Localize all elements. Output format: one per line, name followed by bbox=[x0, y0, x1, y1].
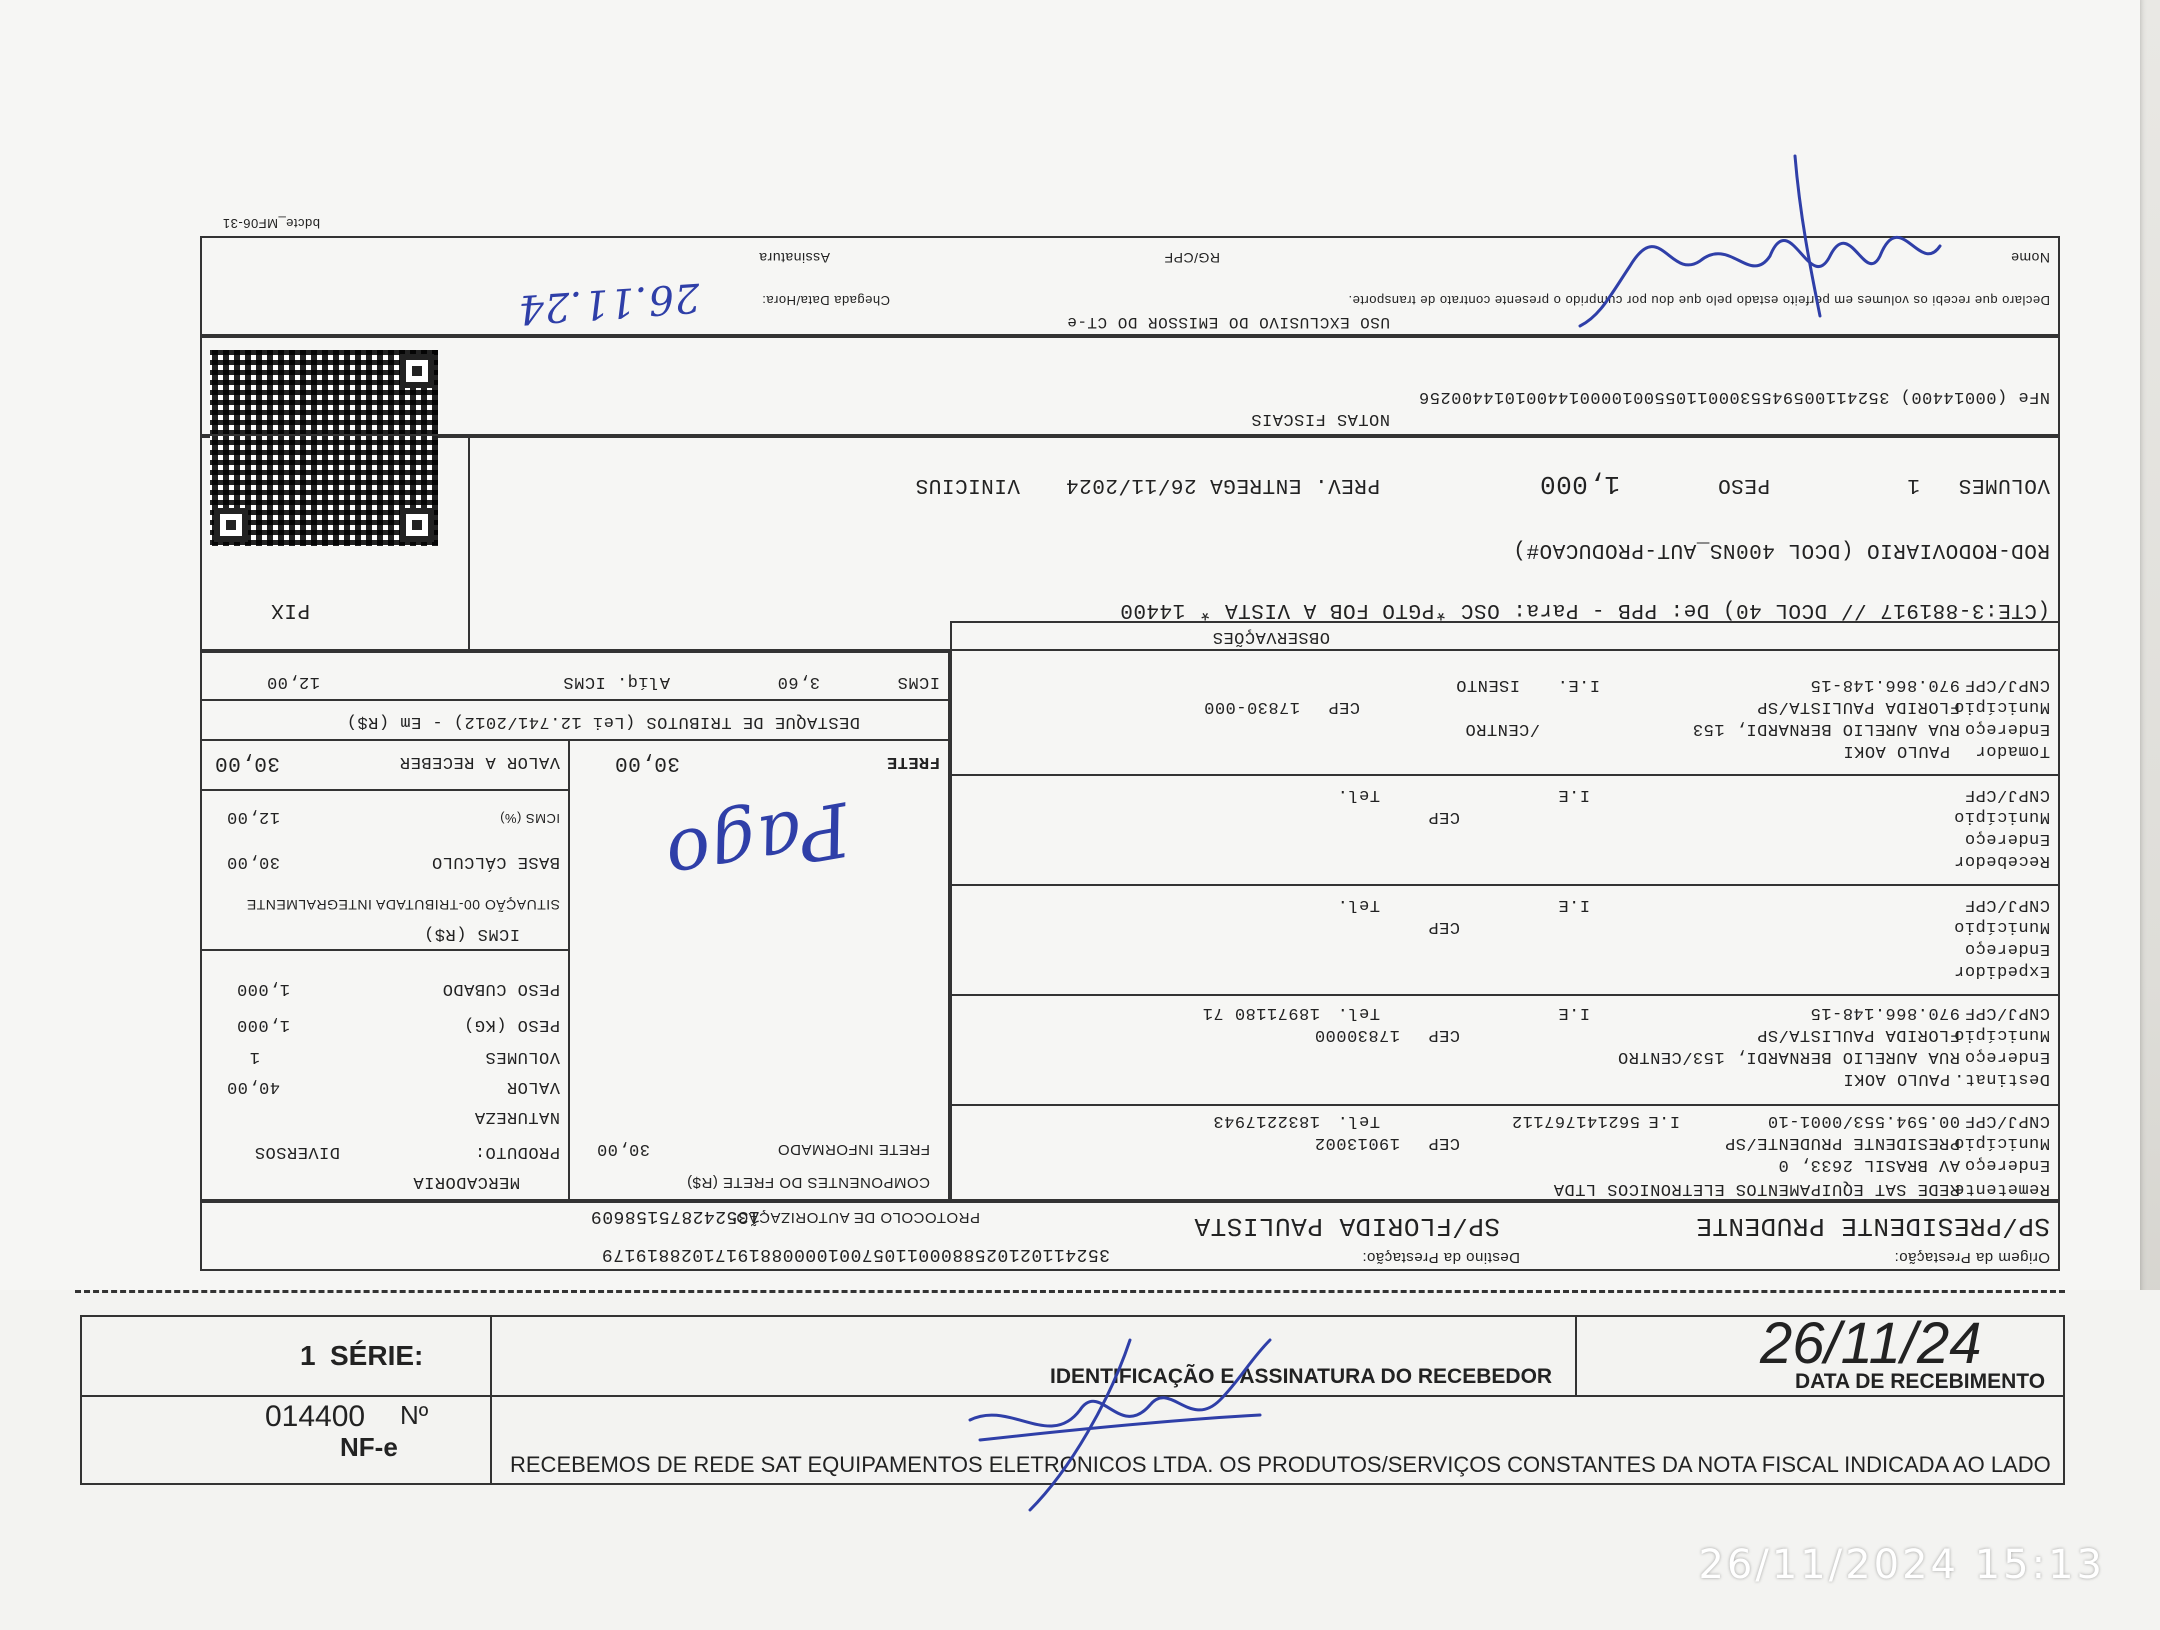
tom-cnpj: 970.866.148-15 bbox=[1810, 675, 1960, 694]
exp-cnpj-label: CNPJ/CPF bbox=[1964, 895, 2050, 914]
valor-receber-label: VALOR A RECEBER bbox=[399, 752, 560, 771]
exp-municipio-label: Município bbox=[1953, 917, 2050, 936]
aliquota-value: 12,00 bbox=[266, 672, 320, 691]
pago-handwritten: Pago bbox=[659, 784, 857, 902]
observacoes-line2: ROD-RODOVIARIO (DCOL 400NS_AUT-PRODUCAO#) bbox=[1512, 538, 2050, 561]
tom-cep-label: CEP bbox=[1327, 697, 1360, 716]
dest-cnpj: 970.866.148-15 bbox=[1810, 1003, 1960, 1022]
nfe-label: NF-e bbox=[340, 1432, 398, 1462]
rec-ie-label: I.E bbox=[1557, 785, 1590, 804]
peso-kg-value: 1,000 bbox=[236, 1015, 290, 1034]
qr-finder bbox=[400, 508, 434, 542]
rule bbox=[950, 884, 2060, 886]
tom-endereco: RUA AURELIO BERNARDI, 153 bbox=[1692, 719, 1960, 738]
rule bbox=[568, 741, 570, 1201]
pix-label: PIX bbox=[270, 598, 310, 621]
dest-ie-label: I.E bbox=[1557, 1003, 1590, 1022]
chegada-label: Chegada Data/Hora: bbox=[761, 293, 890, 308]
tom-municipio: FLORIDA PAULISTA/SP bbox=[1756, 697, 1960, 716]
cut-line bbox=[75, 1290, 2065, 1293]
destino-label: Destino da Prestação: bbox=[1361, 1249, 1520, 1266]
rem-ie-label: I.E bbox=[1647, 1111, 1680, 1130]
tom-cep: 17830-000 bbox=[1203, 697, 1300, 716]
dest-municipio: FLORIDA PAULISTA/SP bbox=[1756, 1025, 1960, 1044]
frete-informado-value: 30,00 bbox=[596, 1139, 650, 1158]
origem-value: SP/PRESIDENTE PRUDENTE bbox=[1695, 1211, 2050, 1241]
numero-label: Nº bbox=[400, 1400, 429, 1430]
uso-exclusivo-title: USO EXCLUSIVO DO EMISSOR DO CT-e bbox=[1066, 313, 1390, 331]
previsao-entrega: PREV. ENTREGA 26/11/2024 bbox=[1065, 473, 1380, 496]
rem-endereco: AV BRASIL 2633, 0 bbox=[1778, 1155, 1960, 1174]
rem-municipio: PRESIDENTE PRUDENTE/SP bbox=[1724, 1133, 1960, 1152]
declaracao-recebimento: Declaro que recebi os volumes em perfeito estado pelo que dou por cumprido o presente contrato de transporte. bbox=[1348, 293, 2050, 308]
dest-tel: 18971180 71 bbox=[1202, 1003, 1320, 1022]
remetente-label: Remetente bbox=[1953, 1179, 2050, 1198]
data-recebimento-label: DATA DE RECEBIMENTO bbox=[1795, 1370, 2046, 1393]
frete-value: 30,00 bbox=[614, 751, 680, 774]
dest-municipio-label: Município bbox=[1953, 1025, 2050, 1044]
rule bbox=[200, 699, 950, 701]
rec-municipio-label: Município bbox=[1953, 807, 2050, 826]
tom-endereco-label: Endereço bbox=[1964, 719, 2050, 738]
destinatario-value: PAULO AOKI bbox=[1842, 1069, 1950, 1088]
dest-tel-label: Tel. bbox=[1337, 1003, 1380, 1022]
rec-cnpj-label: CNPJ/CPF bbox=[1964, 785, 2050, 804]
peso-cubado-value: 1,000 bbox=[236, 979, 290, 998]
rec-tel-label: Tel. bbox=[1337, 785, 1380, 804]
situacao-tributaria: SITUAÇÃO 00-TRIBUTADA INTEGRALMENTE bbox=[246, 897, 560, 913]
rule bbox=[200, 949, 570, 951]
observacoes-line1: (CTE:3-881917 // DCOL 40) De: PPB - Para: OSC *PGTO FOB A VISTA * 14400 bbox=[1119, 598, 2050, 621]
valor-receber-value: 30,00 bbox=[214, 751, 280, 774]
rule bbox=[468, 436, 470, 651]
dest-endereco-label: Endereço bbox=[1964, 1047, 2050, 1066]
assinatura-label: Assinatura bbox=[758, 250, 830, 266]
observacoes-title: OBSERVAÇÕES bbox=[1212, 627, 1330, 646]
volumes-value: 1 bbox=[249, 1047, 260, 1066]
icms-value: 3,60 bbox=[777, 672, 820, 691]
photo-timestamp: 26/11/2024 15:13 bbox=[1698, 1542, 2105, 1588]
dest-endereco: RUA AURELIO BERNARDI, 153/CENTRO bbox=[1617, 1047, 1960, 1066]
destinatario-label: Destinat. bbox=[1953, 1069, 2050, 1088]
dest-cnpj-label: CNPJ/CPF bbox=[1964, 1003, 2050, 1022]
dacte-code: bdcte_MF06-31 bbox=[222, 216, 320, 231]
obs-volumes-label: VOLUMES bbox=[1958, 473, 2050, 496]
remetente-value: REDE SAT EQUIPAMENTOS ELETRONICOS LTDA bbox=[1553, 1179, 1960, 1198]
exp-cep-label: CEP bbox=[1427, 917, 1460, 936]
rem-cnpj: 00.594.553/0001-10 bbox=[1767, 1111, 1960, 1130]
protocolo-value: 135242875158609 bbox=[590, 1206, 760, 1226]
rem-cnpj-label: CNPJ/CPF bbox=[1964, 1111, 2050, 1130]
signature-upper bbox=[1540, 126, 1960, 356]
tom-ie: ISENTO bbox=[1455, 675, 1520, 694]
recebedor-label: Recebedor bbox=[1953, 851, 2050, 870]
rule bbox=[950, 1104, 2060, 1106]
rem-cep: 19013002 bbox=[1314, 1133, 1400, 1152]
obs-peso-value: 1,000 bbox=[1539, 469, 1620, 499]
destino-value: SP/FLORIDA PAULISTA bbox=[1194, 1211, 1500, 1241]
tom-cnpj-label: CNPJ/CPF bbox=[1964, 675, 2050, 694]
numero-value: 014400 bbox=[265, 1400, 366, 1433]
icms-label: ICMS bbox=[897, 672, 940, 691]
tom-ie-label: I.E. bbox=[1557, 675, 1600, 694]
natureza-label: NATUREZA bbox=[474, 1107, 560, 1126]
aliquota-label: Alíq. ICMS bbox=[562, 672, 670, 691]
chegada-handwritten: 26.11.24 bbox=[516, 273, 702, 333]
rem-endereco-label: Endereço bbox=[1964, 1155, 2050, 1174]
icms-rs-label: ICMS (R$) bbox=[423, 924, 520, 943]
serie-value: 1 bbox=[300, 1340, 316, 1371]
dest-cep: 17830000 bbox=[1314, 1025, 1400, 1044]
produto-value: DIVERSOS bbox=[254, 1142, 340, 1161]
tom-endereco-compl: /CENTRO bbox=[1465, 719, 1540, 738]
icms-pct-label: ICMS (%) bbox=[499, 811, 560, 826]
obs-volumes-value: 1 bbox=[1906, 473, 1920, 496]
icms-pct-value: 12,00 bbox=[226, 807, 280, 826]
destaque-tributos: DESTAQUE DE TRIBUTOS (Lei 12.741/2012) - Em (R$) bbox=[346, 712, 860, 731]
identificacao-label: IDENTIFICAÇÃO E ASSINATURA DO RECEBEDOR bbox=[1050, 1365, 1553, 1388]
nome-label: Nome bbox=[2010, 250, 2050, 266]
componentes-label: COMPONENTES DO FRETE (R$) bbox=[686, 1174, 930, 1191]
valor-label: VALOR bbox=[506, 1077, 560, 1096]
frete-informado-label: FRETE INFORMADO bbox=[777, 1141, 930, 1158]
protocolo-label: PROTOCOLO DE AUTORIZAÇÃO: bbox=[731, 1209, 980, 1226]
exp-endereco-label: Endereço bbox=[1964, 939, 2050, 958]
receipt-text: RECEBEMOS DE REDE SAT EQUIPAMENTOS ELETRONICOS LTDA. OS PRODUTOS/SERVIÇOS CONSTANTES DA NOTA FISCAL INDICADA AO LADO bbox=[510, 1452, 2051, 1477]
expedidor-label: Expedidor bbox=[1953, 961, 2050, 980]
base-calculo-label: BASE CÁLCULO bbox=[431, 852, 560, 871]
rem-ie: 562141767112 bbox=[1511, 1111, 1640, 1130]
volumes-label: VOLUMES bbox=[485, 1047, 560, 1066]
signature-receipt bbox=[950, 1320, 1290, 1520]
rec-endereco-label: Endereço bbox=[1964, 829, 2050, 848]
rem-tel-label: Tel. bbox=[1337, 1111, 1380, 1130]
chave-acesso: 352411021025880001105700100008819171028819179 bbox=[601, 1244, 1110, 1264]
rg-cpf-label: RG/CPF bbox=[1164, 250, 1220, 266]
rule bbox=[1575, 1315, 1577, 1395]
dest-cep-label: CEP bbox=[1427, 1025, 1460, 1044]
peso-cubado-label: PESO CUBADO bbox=[442, 979, 560, 998]
vendedor: VINICIUS bbox=[915, 473, 1020, 496]
rule bbox=[490, 1315, 492, 1485]
rule bbox=[200, 739, 950, 741]
rule bbox=[950, 774, 2060, 776]
exp-ie-label: I.E bbox=[1557, 895, 1590, 914]
obs-peso-label: PESO bbox=[1717, 473, 1770, 496]
tomador-label: Tomador bbox=[1975, 741, 2050, 760]
tomador-value: PAULO AOKI bbox=[1842, 741, 1950, 760]
exp-tel-label: Tel. bbox=[1337, 895, 1380, 914]
produto-label: PRODUTO: bbox=[474, 1142, 560, 1161]
valor-value: 40,00 bbox=[226, 1077, 280, 1096]
notas-fiscais-title: NOTAS FISCAIS bbox=[1250, 409, 1390, 428]
rem-cep-label: CEP bbox=[1427, 1133, 1460, 1152]
qr-finder bbox=[214, 508, 248, 542]
tom-municipio-label: Município bbox=[1953, 697, 2050, 716]
rem-tel: 1832217943 bbox=[1212, 1111, 1320, 1130]
origem-label: Origem da Prestação: bbox=[1894, 1249, 2050, 1266]
rem-municipio-label: Município bbox=[1953, 1133, 2050, 1152]
serie-label: SÉRIE: bbox=[330, 1340, 424, 1371]
frete-label: FRETE bbox=[886, 752, 940, 771]
data-recebimento-handwritten: 26/11/24 bbox=[1760, 1311, 1982, 1376]
valores-box bbox=[200, 651, 950, 1201]
rule bbox=[200, 789, 570, 791]
peso-kg-label: PESO (KG) bbox=[463, 1015, 560, 1034]
nfe-chave: NFe (00014400) 35241100594553000110550010000144001014400256 bbox=[1418, 387, 2050, 406]
base-calculo-value: 30,00 bbox=[226, 852, 280, 871]
rule bbox=[950, 994, 2060, 996]
mercadoria-label: MERCADORIA bbox=[412, 1172, 520, 1191]
rec-cep-label: CEP bbox=[1427, 807, 1460, 826]
